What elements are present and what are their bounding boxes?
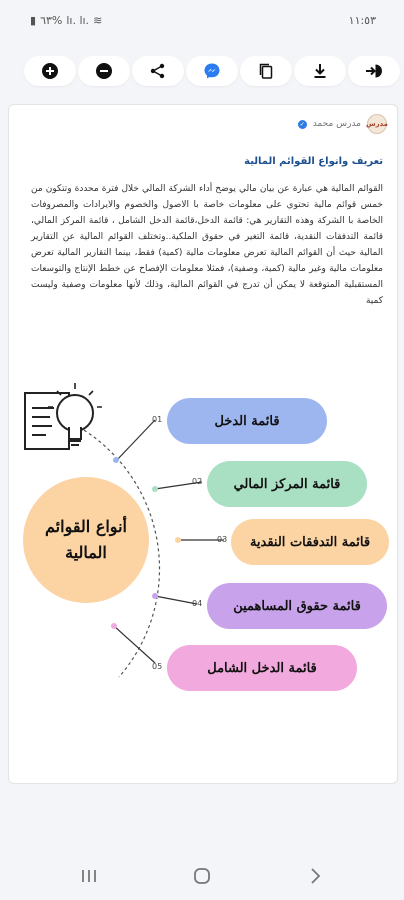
item-number: 05	[152, 662, 163, 671]
wifi-icon: ≋	[93, 14, 103, 27]
connector-dot	[175, 537, 181, 543]
item-number: 03	[217, 535, 228, 544]
article-body: القوائم المالية هي عبارة عن بيان مالي يوضح أداء الشركة المالي خلال فترة محددة وتتكون من خمس قوائم مالية تحتوي على معلومات خاصة با الاصول والخصوم والايرادات والمصروفات الخاصة با الشركة وهذه التقارير هي: قائمة الدخل،قائمة الدخل الشامل ، قائمة المركز المالي، قائمة التدفقات النقدية، قائمة التغير في حقوق الملكية..وتختلف القوائم المالية عن التقارير المالية حيث أن القوائم المالية تعرض معلومات مالية (كمية) فقط، بينما التقارير المالية تعرض معلومات مالية وغير مالية (كمية، وصفية)، فمثلا معلومات الإفصاح عن خطط الإنتاج والتوسعات المستقبلية المتوقعة لا يمكن أن تدرج في القوائم المالية، وذلك لأنها معلومات وصفية وليست كمية	[31, 184, 383, 306]
diagram-center-label: أنواع القوائم المالية	[45, 517, 127, 562]
recent-apps-button[interactable]	[74, 866, 104, 886]
financial-statements-diagram	[9, 375, 398, 695]
recent-apps-icon	[80, 868, 98, 884]
battery-icon: ▮	[30, 14, 37, 27]
connector-dot	[152, 486, 158, 492]
lightbulb-document-icon	[25, 383, 102, 449]
connector-dot	[113, 457, 119, 463]
diagram-item-comprehensive-income	[167, 645, 357, 691]
download-icon	[311, 62, 329, 80]
add-button[interactable]	[24, 56, 76, 86]
copy-button[interactable]	[240, 56, 292, 86]
item-label: قائمة التدفقات النقدية	[249, 534, 371, 550]
messenger-button[interactable]	[186, 56, 238, 86]
author-name[interactable]: مدرس محمد	[312, 119, 361, 129]
diagram-item-income-statement	[167, 398, 327, 444]
remove-button[interactable]	[78, 56, 130, 86]
exit-icon	[365, 62, 383, 80]
home-button[interactable]	[187, 866, 217, 886]
diagram-center-circle	[23, 477, 149, 603]
toolbar	[0, 56, 404, 88]
verified-icon: ✓	[299, 120, 305, 128]
status-time: ١١:٥٣	[348, 14, 376, 27]
share-button[interactable]	[132, 56, 184, 86]
remove-icon	[95, 62, 113, 80]
messenger-icon	[203, 62, 221, 80]
article-title: تعريف وانواع القوائم المالية	[244, 156, 383, 167]
download-button[interactable]	[294, 56, 346, 86]
home-icon	[193, 867, 211, 885]
connector-dot	[111, 623, 117, 629]
item-label: قائمة الدخل	[214, 413, 280, 429]
author-row[interactable]	[298, 113, 387, 135]
connector-dot	[152, 593, 158, 599]
back-icon	[308, 867, 322, 885]
avatar[interactable]: مدرس	[367, 114, 387, 134]
diagram-item-shareholders-equity	[207, 583, 387, 629]
item-number: 01	[152, 415, 163, 424]
back-button[interactable]	[300, 866, 330, 886]
status-indicators	[30, 14, 102, 27]
copy-icon	[257, 62, 275, 80]
diagram-item-cash-flow	[231, 519, 389, 565]
item-label: قائمة المركز المالي	[233, 476, 341, 492]
diagram-item-financial-position	[207, 461, 367, 507]
battery-level: ٦٣%	[40, 14, 63, 27]
share-icon	[149, 62, 167, 80]
status-bar	[0, 0, 404, 44]
add-icon	[41, 62, 59, 80]
item-number: 02	[192, 477, 203, 486]
item-label: قائمة حقوق المساهمين	[233, 598, 361, 614]
navigation-bar	[0, 852, 404, 900]
item-label: قائمة الدخل الشامل	[207, 660, 317, 676]
signal-icon: lı. lı.	[66, 14, 90, 27]
item-number: 04	[192, 599, 203, 608]
post-card	[8, 104, 398, 784]
exit-button[interactable]	[348, 56, 400, 86]
